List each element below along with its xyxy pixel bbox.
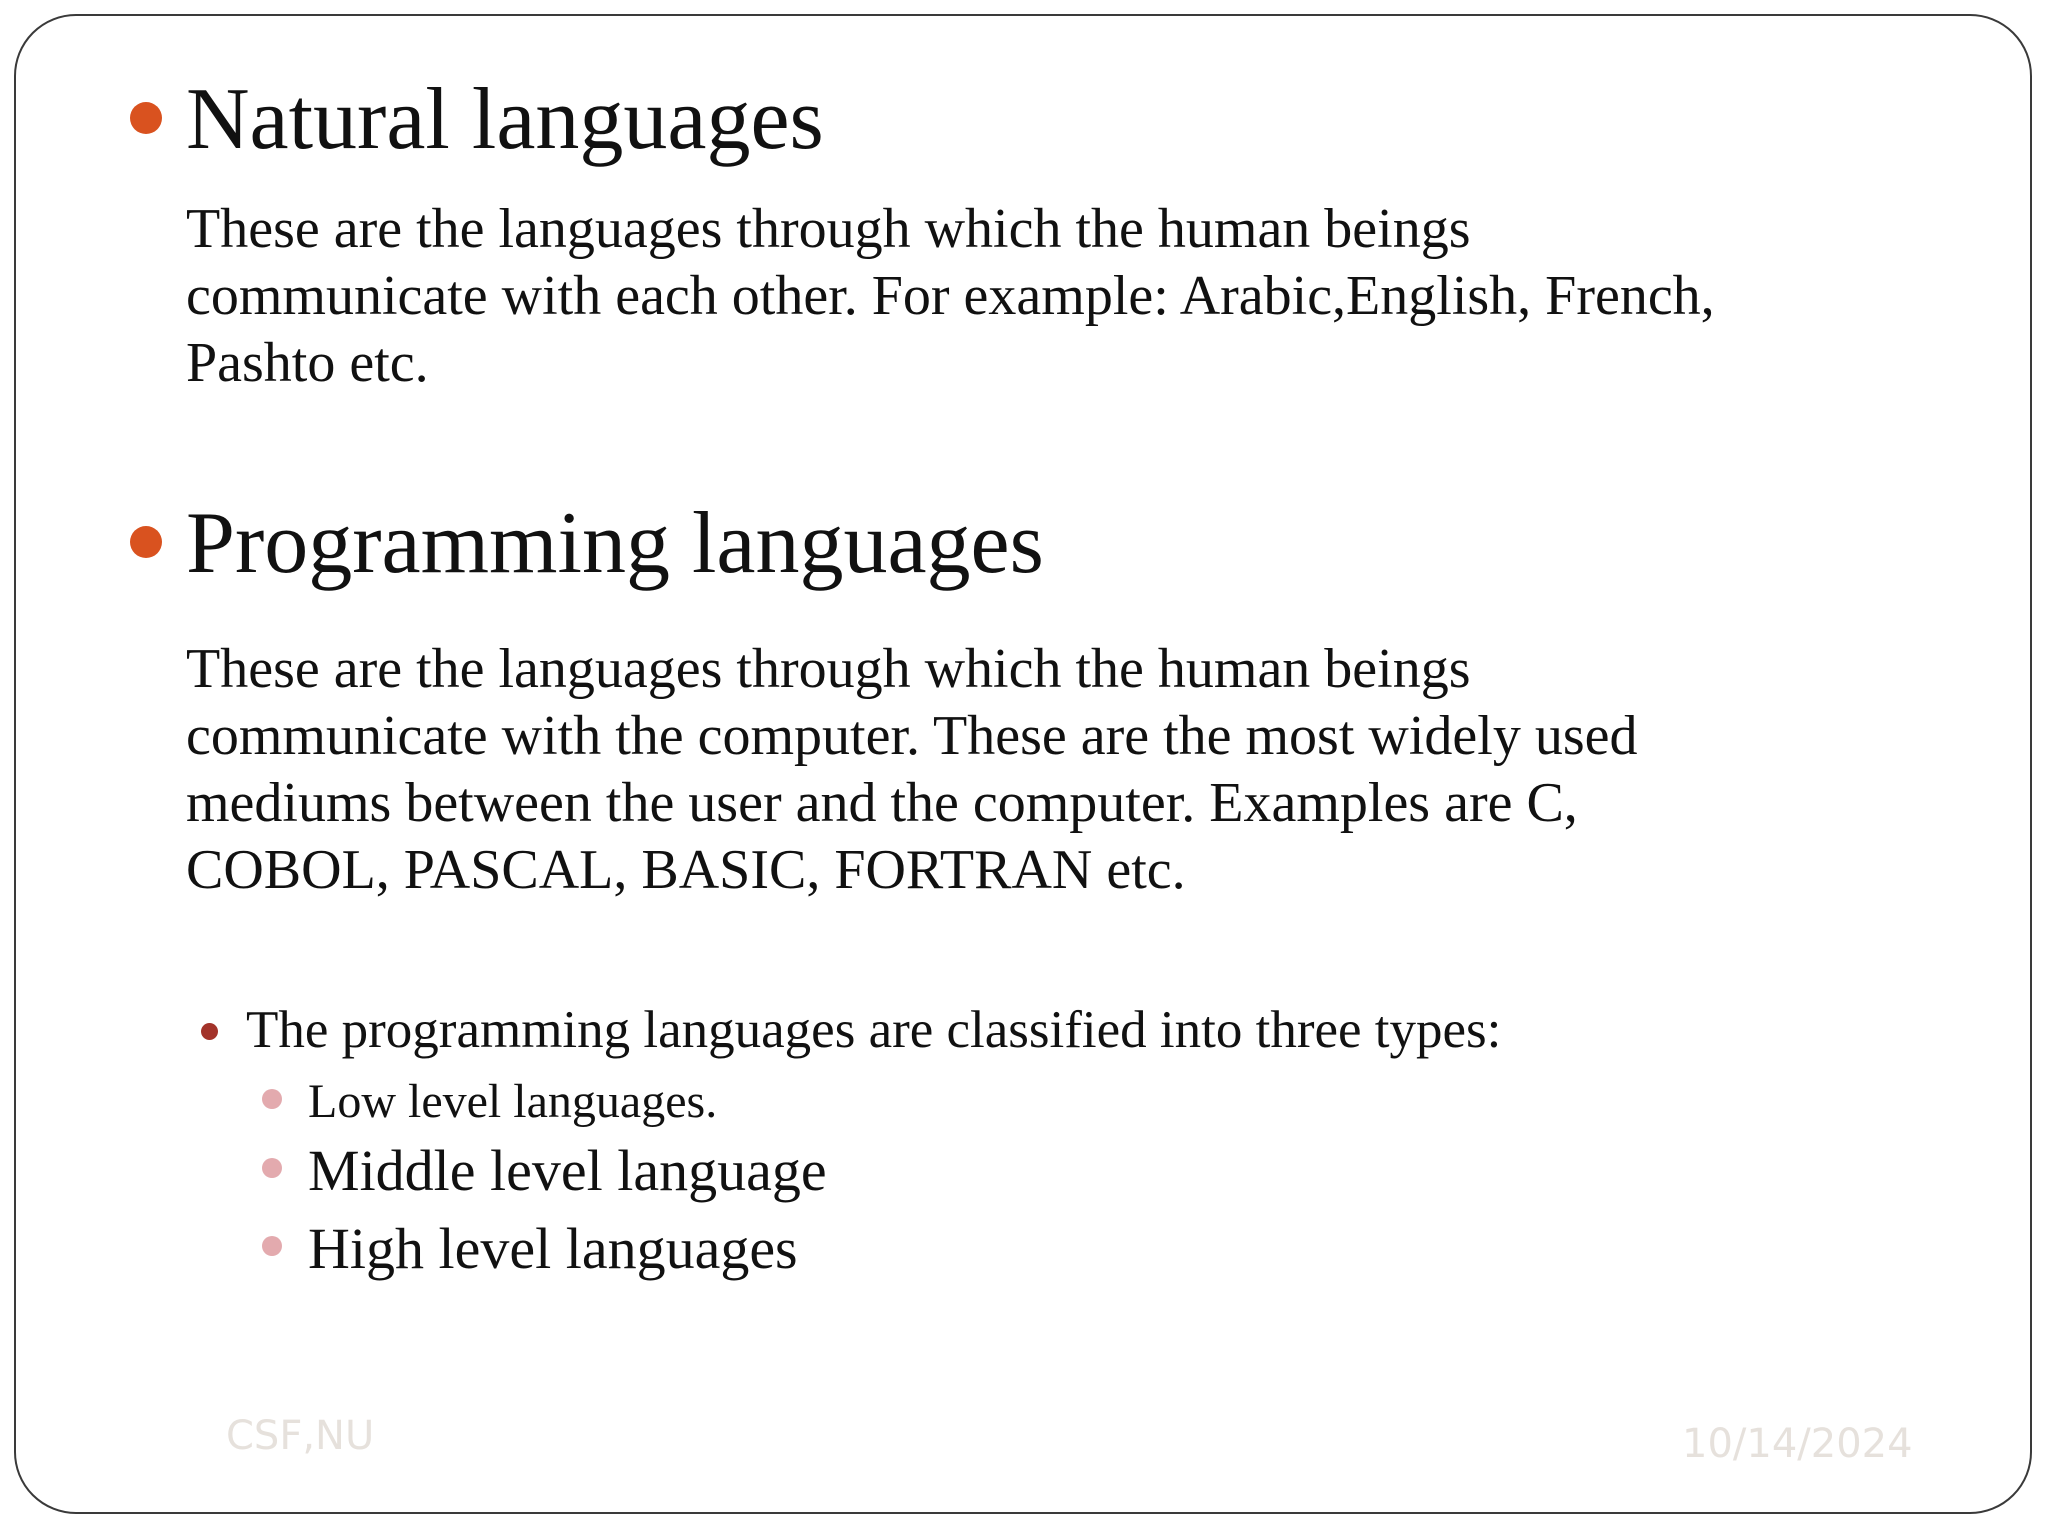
section-body-programming-languages <box>186 636 1637 904</box>
list-item-low-level: Low level languages. <box>308 1075 718 1128</box>
footer-source: CSF,NU <box>226 1413 375 1459</box>
list-item-middle-level: Middle level language <box>308 1138 827 1203</box>
body-line: These are the languages through which the human beings <box>186 198 1471 260</box>
section-body-natural-languages <box>186 196 1715 397</box>
body-line: communicate with the computer. These are the most widely used <box>186 705 1638 767</box>
section-heading-natural-languages: Natural languages <box>186 71 824 168</box>
sub-bullet-icon <box>201 1023 218 1040</box>
list-bullet-icon <box>262 1236 282 1256</box>
heading-bullet-icon <box>130 526 162 558</box>
body-line: These are the languages through which the human beings <box>186 638 1471 700</box>
body-line: COBOL, PASCAL, BASIC, FORTRAN etc. <box>186 839 1186 901</box>
list-bullet-icon <box>262 1089 282 1109</box>
footer-date: 10/14/2024 <box>1682 1421 1913 1467</box>
list-bullet-icon <box>262 1158 282 1178</box>
body-line: Pashto etc. <box>186 332 429 394</box>
body-line: communicate with each other. For example: Arabic,English, French, <box>186 265 1715 327</box>
classification-text: The programming languages are classified into three types: <box>246 1001 1502 1059</box>
section-heading-programming-languages: Programming languages <box>186 495 1044 592</box>
heading-bullet-icon <box>130 102 162 134</box>
body-line: mediums between the user and the computer. Examples are C, <box>186 772 1578 834</box>
list-item-high-level: High level languages <box>308 1216 798 1281</box>
